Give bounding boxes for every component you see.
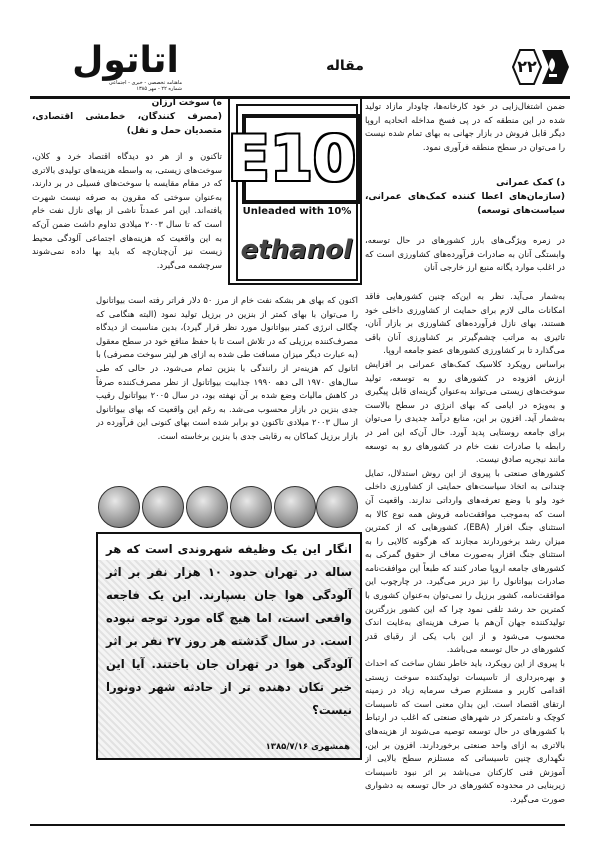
section-e-heading: ه) سوخت ارزان (مصرف کنندگان، خط‌مشی اقتصادی، متصدیان حمل و نقل)	[32, 98, 222, 136]
figure-frame	[227, 104, 358, 281]
section-d-heading: د) کمک عمرانی (سازمان‌های اعطا کننده کمک‌های عمرانی، سیاست‌های توسعه)	[365, 178, 565, 216]
ethanol-brand: ethanol	[240, 235, 352, 265]
coin-icon	[98, 486, 140, 528]
coin-icon	[274, 486, 316, 528]
right-column-body: به‌شمار می‌آید. نظر به این‌که چنین کشورهایی فاقد امکانات مالی لازم برای حمایت از کشاورزی داخلی خود هستند، بهای نازل فرآورده‌های کشاورزی بر بازار آنان، تاثیری به مراتب چشم‌گیرتر بر کشاورزی آنان باقی می‌گذارد تا بر کشاورزی کشورهای عضو جامعه اروپا. براساس رویکرد کلاسیک کمک‌های عمرانی بر افزایش ارزش افزوده در کشورهای رو به توسعه، تولید سوخت‌های زیستی می‌تواند به‌عنوان گزینه‌ای قابل پیگیری و به‌ویژه در ایامی که بهای انرژی در سطح بالاست به‌شمار آید. افزون بر این، منابع درآمد جدیدی را می‌توان برای جامعه روستایی پدید آورد. حال آن‌که این امر در رابطه با صادرات نفت خام در کشورهای رو به توسعه مانند نیجریه صادق نیست. کشورهای صنعتی با پیروی از این روش استدلال، تمایل چندانی به اتخاذ سیاست‌های حمایتی از کشاورزی داخلی خود ولو با وضع تعرفه‌های وارداتی ندارند. واقعیت آن است که به‌موجب موافقت‌نامه فروش همه نوع کالا به استثنای جنگ افزار (EBA)، کشورهایی که از کمترین میزان رشد برخوردارند مجازند که هرگونه کالایی را به استثنای جنگ افزار به‌صورت معاف از حقوق گمرکی به کشورهای جامعه اروپا صادر کنند که طبعاً این موافقت‌نامه صادرات بیواتانول را نیز دربر می‌گیرد. در چارچوب این موافقت‌نامه، کشور برزیل را نمی‌توان به‌عنوان کشوری با کمترین حد رشد تلقی نمود چرا که این کشور بزرگترین تولیدکننده جهان آن‌هم با صرف هزینه‌ای به‌غایت اندک محسوب می‌شود و از این باب یکی از رقبای قدر کشورهای در حال توسعه می‌باشد. با پیروی از این رویکرد، باید خاطر نشان ساخت که احداث و بهره‌برداری از تاسیسات تولیدکننده سوخت زیستی اقدامی کاربر و مستلزم صرف سرمایه زیاد در زمینه ارتقای اقتصاد است. این بدان معنی است که تاسیسات کوچک و نامتمرکز در شهرهای صنعتی که اغلب در ارتباط با کشورهای در حال توسعه توصیه می‌شوند از هزینه‌های بالاتری به ازای واحد صنعتی برخوردارند. افزون بر این، نگهداری چنین تاسیساتی که مستلزم سطح بالایی از آموزش فنی کارکنان می‌باشد بر اثر نبود تاسیسات زیربنایی در محدوده کشورهای در حال توسعه به دشواری صورت می‌گیرد.	[365, 291, 565, 804]
figure-tagline: Unleaded with 10%	[242, 206, 352, 217]
section-d-intro: در زمره ویژگی‌های بارز کشورهای در حال توسعه، وابستگی آنان به صادرات فرآورده‌های کشاورزی است که در اغلب موارد یگانه منبع ارز خارجی آنان	[365, 235, 565, 273]
magazine-subtitle: ماهنامه تخصصی - خبری - اجتماعی شماره ۲۲ - مهر ۱۳۸۵	[108, 80, 182, 92]
left-column-body: تاکنون و از هر دو دیدگاه اقتصاد خرد و کلان، سوخت‌های زیستی، به واسطه هزینه‌های تولیدی بالاتری که در مقام مقایسه با سوخت‌های فسیلی در بر دارند، به‌عنوان سوختی که مقرون به صرفه نیست شهرت یافته‌اند. این امر عمدتاً ناشی از بهای نازل نفت خام است که تا سال ۲۰۰۳ میلادی تداوم داشت ضمن آن‌که به این واقعیت که هزینه‌های اجتماعی آلودگی محیط زیست نیز آن‌چنان‌چه که باید بها داده نمی‌شوند سرچشمه می‌گیرد.	[32, 151, 222, 270]
page-header	[30, 38, 570, 99]
page-badge	[512, 48, 570, 86]
coin-icon	[186, 486, 228, 528]
coin-row	[96, 484, 358, 528]
coin-icon	[316, 486, 358, 528]
pull-quote-box	[96, 532, 362, 760]
pull-quote-text: انگار این یک وظیفه شهروندی است که هر ساله در تهران حدود ۱۰ هزار نفر بر اثر آلودگی هوا جان بسپارند. این یک فاجعه واقعی است، اما هیچ گاه مورد توجه نبوده است. در سال گذشته هر روز ۲۷ نفر بر اثر آلودگی هوا در تهران جان باختند. آیا این خبر تکان دهنده تر از حادثه شهر دونورا نیست؟	[106, 542, 353, 717]
magazine-logo: اتاتول	[72, 40, 179, 81]
e10-ethanol-figure	[228, 96, 362, 285]
middle-column-body: اکنون که بهای هر بشکه نفت خام از مرز ۵۰ دلار فراتر رفته است بیواتانول را می‌توان با بهای کمتر از بنزین در برزیل تولید نمود (البته هنگامی که چگالی انرژی کمتر بیواتانول مورد نظر قرار گیرد)، بدین مناسبت از دیدگاه مصرف‌کننده برزیلی که در تلاش است تا با حفظ منافع خود در سطح معقول (به عبارت دیگر میزان مسافت طی شده به ازای هر لیتر سوخت مصرفی) با اتانول کم هزینه‌تر از رانندگی با بنزین تمام می‌شود. در حالی که طی سال‌های ۱۹۷۰ الی دهه ۱۹۹۰ جذابیت بیواتانول از نظر مصرف‌کننده صرفاً در کاهش مالیات وضع شده بر آن نهفته بود، در سال ۲۰۰۵ بیواتانول رقیب جدی بنزین در بازار محسوب می‌شد. به رغم این واقعیت که بهای بیواتانول از سال ۲۰۰۳ میلادی تاکنون دو برابر شده است بهای کنونی این فرآورده در بازار برزیل کماکان به رقابتی جدی با بنزین برخاسته است.	[96, 295, 358, 441]
page-number: ۲۲	[517, 57, 537, 76]
footer-rule	[30, 824, 565, 826]
coin-icon	[230, 486, 272, 528]
section-title: مقاله	[326, 58, 364, 74]
e10-logo: E10	[242, 114, 360, 204]
right-column-intro: ضمن اشتغال‌زایی در خود کارخانه‌ها، چاودار مازاد تولید شده در این منطقه که در پی فسخ مداخله اتحادیه اروپا دیگر قابل فروش در بازار جهانی به بهای تمام شده نیست را می‌توان در سطح منطقه فرآوری نمود.	[365, 101, 565, 152]
quote-source: همشهری ۱۳۸۵/۷/۱۶	[265, 742, 350, 752]
coin-icon	[142, 486, 184, 528]
